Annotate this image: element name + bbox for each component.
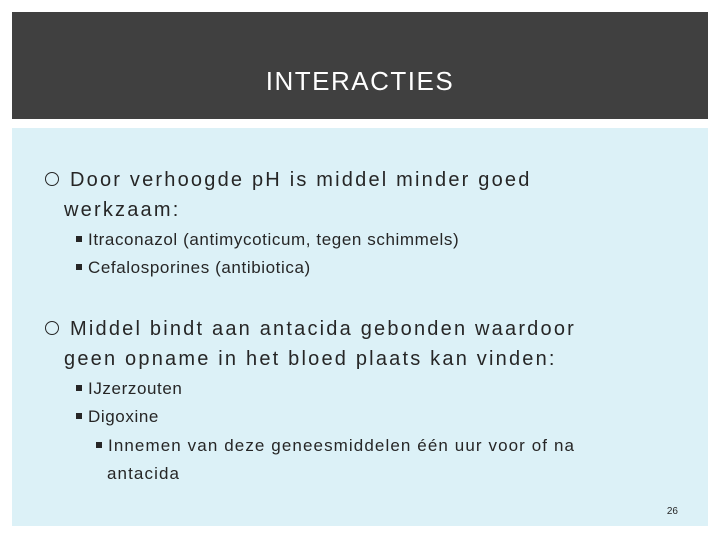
sub-item-label: Digoxine: [88, 407, 159, 426]
hollow-circle-bullet-icon: [45, 172, 59, 186]
sub-item-cefalosporines: [76, 254, 311, 282]
sub-item-label: Itraconazol (antimycoticum, tegen schimmels): [88, 230, 460, 249]
sub-item-label: IJzerzouten: [88, 379, 183, 398]
bullet-point-2-line-1: Middel bindt aan antacida gebonden waardoor: [70, 318, 577, 340]
bullet-point-1-line-1: Door verhoogde pH is middel minder goed: [70, 169, 532, 191]
sub-item-itraconazol: [76, 226, 459, 254]
slide-title: INTERACTIES: [265, 66, 455, 96]
sub-item-digoxine: [76, 403, 159, 431]
title-bar: [12, 12, 708, 119]
sub-sub-item-innemen: [96, 432, 636, 488]
bullet-point-1: [48, 165, 628, 225]
square-bullet-icon: [96, 442, 102, 448]
hollow-circle-bullet-icon: [45, 321, 59, 335]
square-bullet-icon: [76, 385, 82, 391]
bullet-point-2: [48, 314, 628, 374]
square-bullet-icon: [76, 413, 82, 419]
square-bullet-icon: [76, 236, 82, 242]
square-bullet-icon: [76, 264, 82, 270]
bullet-point-2-line-2: geen opname in het bloed plaats kan vinden:: [64, 348, 557, 370]
sub-item-label: Cefalosporines (antibiotica): [88, 258, 311, 277]
sub-sub-item-line-2: antacida: [107, 464, 181, 483]
bullet-point-1-line-2: werkzaam:: [64, 199, 181, 221]
sub-item-ijzerzouten: [76, 375, 182, 403]
page-number: 26: [666, 506, 678, 517]
sub-sub-item-line-1: Innemen van deze geneesmiddelen één uur voor of na: [108, 436, 576, 455]
